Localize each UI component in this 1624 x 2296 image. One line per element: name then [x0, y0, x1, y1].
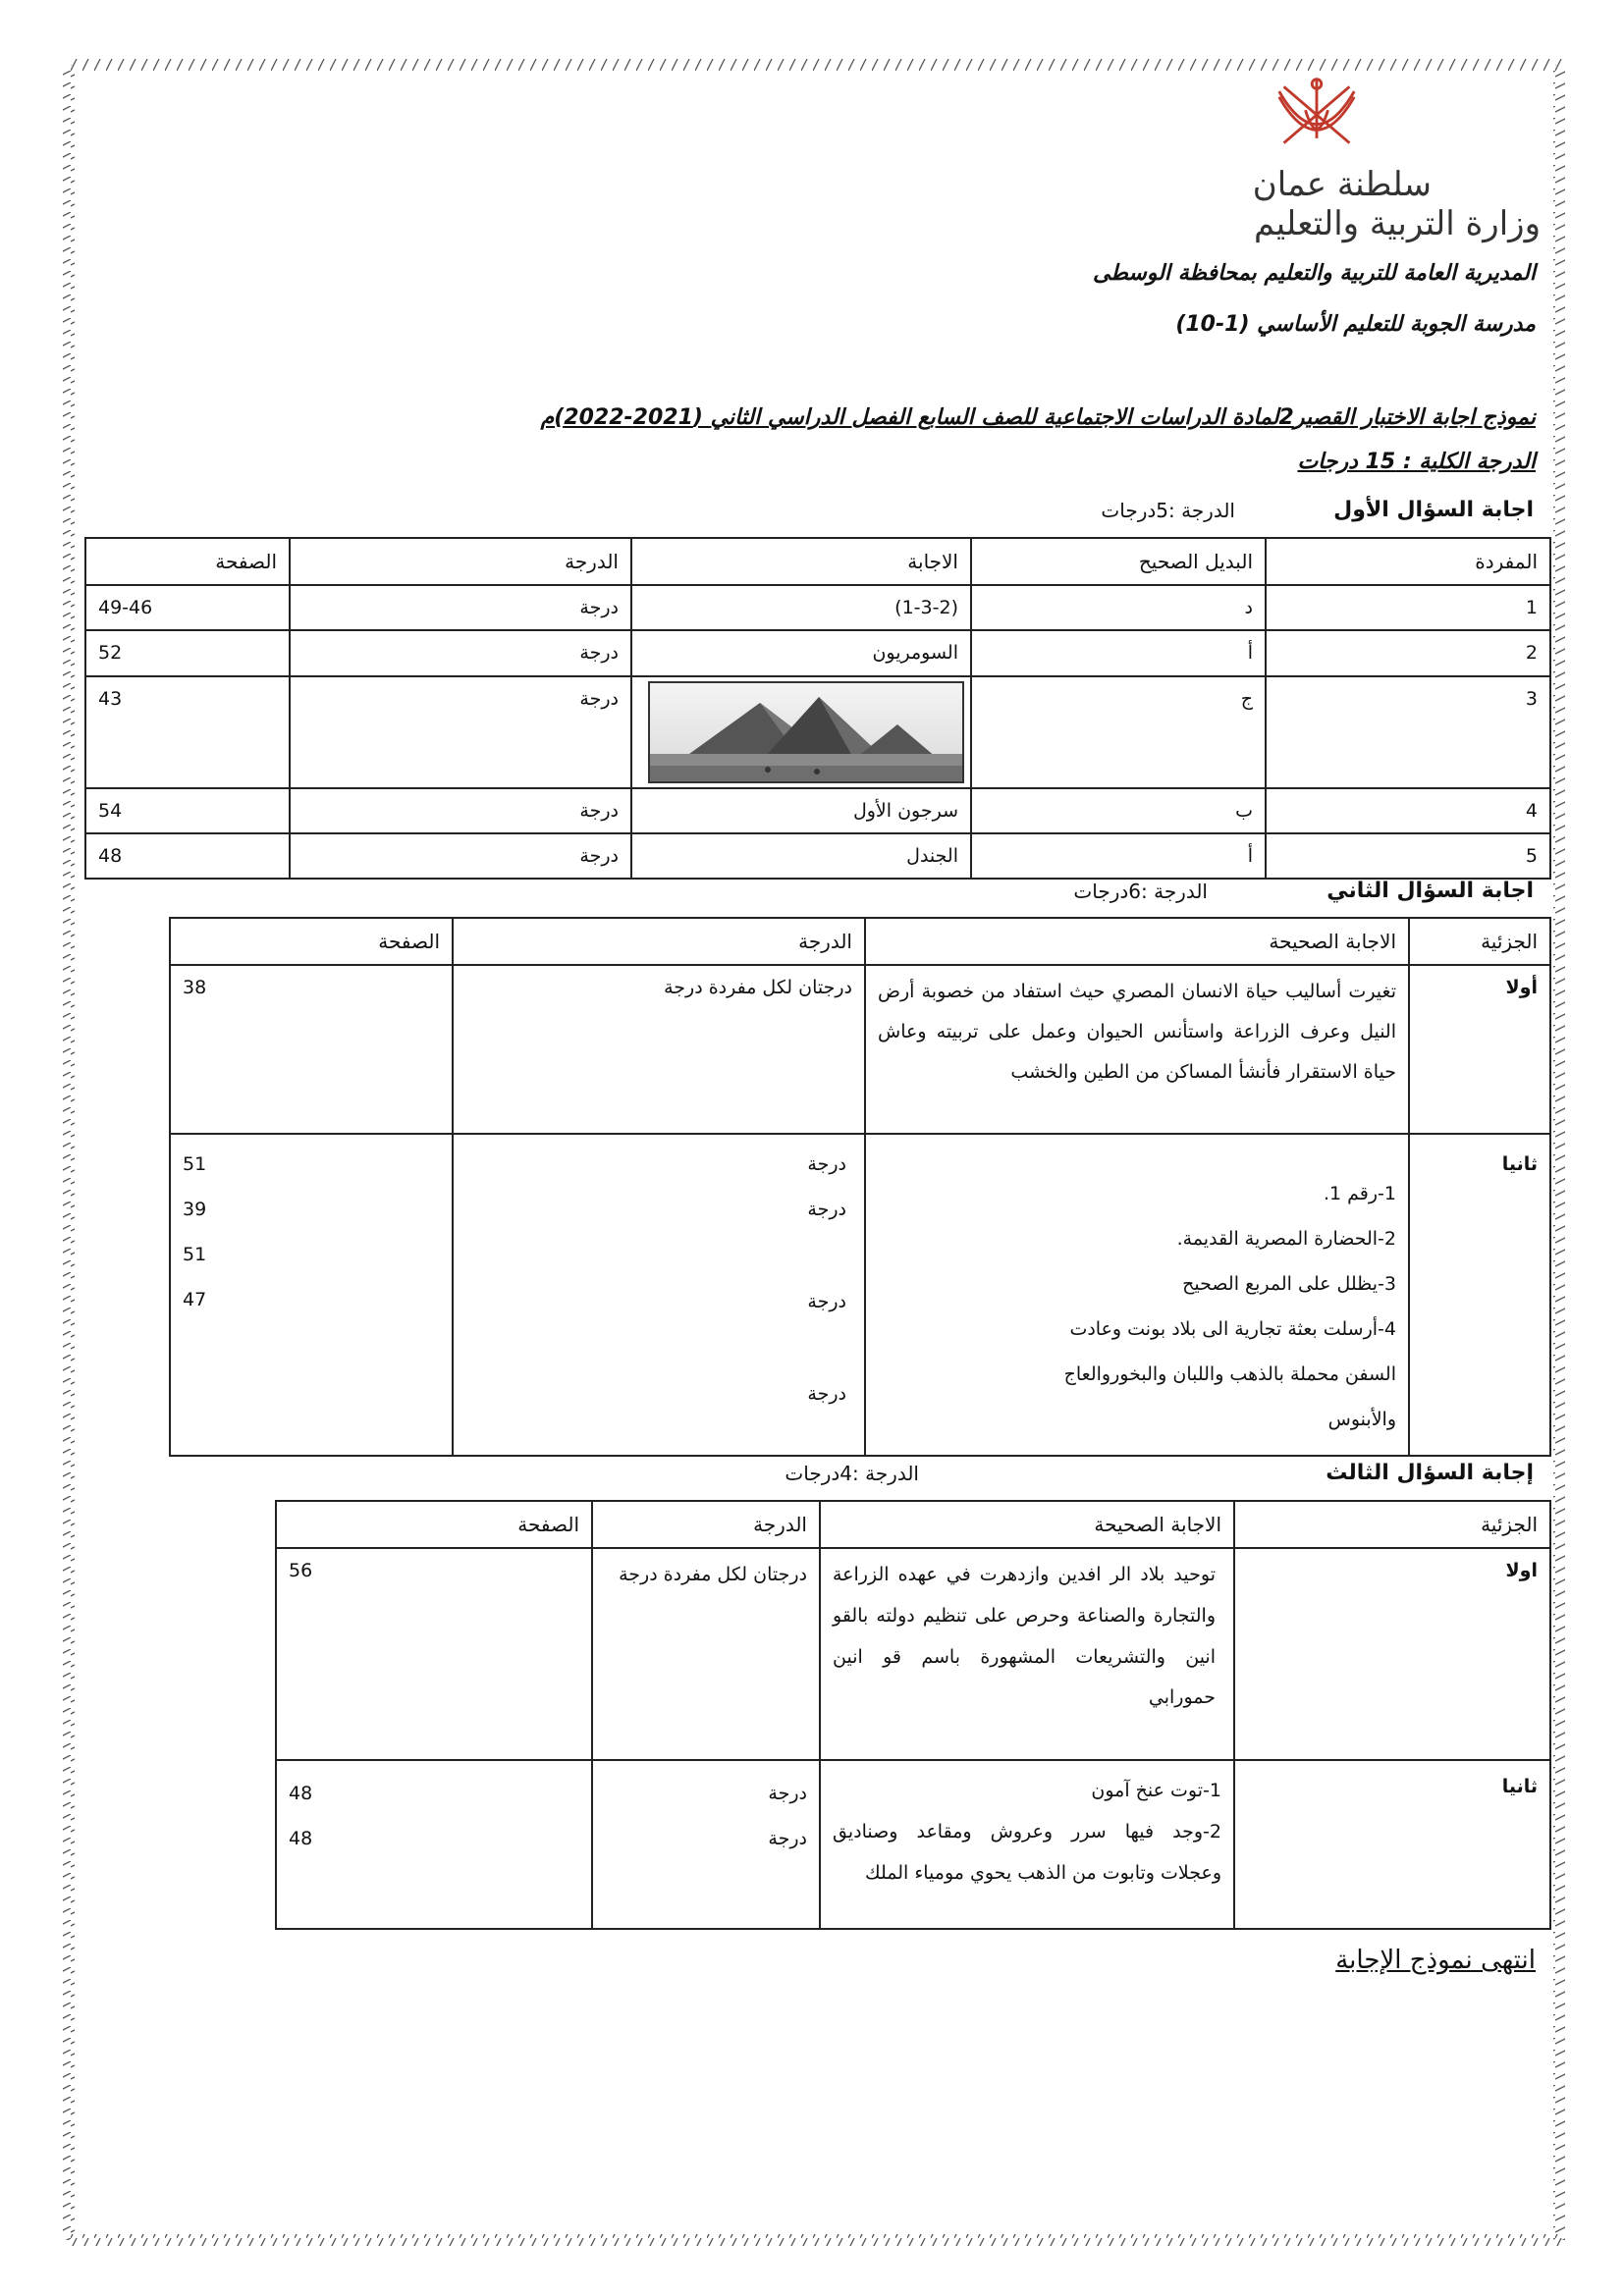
- q3-grade-cell: درجتان لكل مفردة درجة: [592, 1548, 820, 1760]
- q1-item: 3: [1266, 676, 1550, 788]
- q3-col-part: الجزئية: [1234, 1501, 1550, 1548]
- q2-grade-item: درجة: [807, 1291, 846, 1312]
- q3-part: ثانيا: [1234, 1760, 1550, 1929]
- q2-col-part: الجزئية: [1409, 918, 1550, 965]
- q1-col-grade: الدرجة: [290, 538, 631, 585]
- pyramids-image: [648, 681, 964, 783]
- table-row: [85, 676, 1550, 788]
- q1-table: [84, 537, 1551, 880]
- q2-col-answer: الاجابة الصحيحة: [865, 918, 1409, 965]
- q2-grade-list: [453, 1134, 865, 1456]
- q2-grade-item: درجة: [807, 1383, 846, 1405]
- directorate-name: المديرية العامة للتربية والتعليم بمحافظة الوسطى: [1093, 261, 1536, 286]
- q1-answer: (1-3-2): [631, 585, 971, 630]
- table-row: [85, 585, 1550, 630]
- q3-grade-item: درجة: [768, 1783, 807, 1804]
- q1-col-item: المفردة: [1266, 538, 1550, 585]
- q1-page: 48: [85, 833, 290, 879]
- q2-page-item: 51: [183, 1244, 207, 1265]
- q2-heading: اجابة السؤال الثاني: [1326, 879, 1534, 903]
- school-name: مدرسة الجوبة للتعليم الأساسي (1-10): [1175, 312, 1536, 337]
- q1-choice: أ: [971, 833, 1266, 879]
- list-item: 2-الحضارة المصرية القديمة.: [1176, 1228, 1396, 1250]
- q3-col-answer: الاجابة الصحيحة: [820, 1501, 1234, 1548]
- q1-heading: اجابة السؤال الأول: [1333, 498, 1534, 522]
- q3-col-page: الصفحة: [276, 1501, 592, 1548]
- q1-col-page: الصفحة: [85, 538, 290, 585]
- q3-header-row: [276, 1501, 1550, 1548]
- q1-grade-cell: درجة: [290, 833, 631, 879]
- q3-grade-list: [592, 1760, 820, 1929]
- q2-part: أولا: [1409, 965, 1550, 1134]
- q1-grade-cell: درجة: [290, 585, 631, 630]
- q1-choice: د: [971, 585, 1266, 630]
- q3-grade-item: درجة: [768, 1828, 807, 1849]
- table-row: [85, 833, 1550, 879]
- table-row: [276, 1548, 1550, 1760]
- q3-grade: الدرجة :4درجات: [785, 1462, 919, 1485]
- q3-table: [275, 1500, 1551, 1930]
- q1-answer: الجندل: [631, 833, 971, 879]
- document-title: نموذج اجابة الاختبار القصير2لمادة الدراسات الاجتماعية للصف السابع الفصل الدراسي الثاني (2021-2022)م: [540, 405, 1536, 430]
- list-item: 4-أرسلت بعثة تجارية الى بلاد بونت وعادت: [1069, 1318, 1396, 1340]
- q2-answer-list: [865, 1134, 1409, 1456]
- table-row: [85, 630, 1550, 675]
- q1-col-answer: الاجابة: [631, 538, 971, 585]
- q2-grade-item: درجة: [807, 1153, 846, 1175]
- q2-page-item: 39: [183, 1199, 207, 1220]
- table-row: [170, 965, 1550, 1134]
- oman-emblem-icon: [1269, 73, 1365, 157]
- list-item: 1-رقم 1.: [1323, 1183, 1396, 1204]
- q2-grade-cell: درجتان لكل مفردة درجة: [453, 965, 865, 1134]
- q2-part: ثانيا: [1409, 1134, 1550, 1456]
- list-item: 3-يظلل على المربع الصحيح: [1182, 1273, 1396, 1295]
- q1-page: 52: [85, 630, 290, 675]
- list-item: 2-وجد فيها سرر وعروش ومقاعد وصناديق وعجلات وتابوت من الذهب يحوي مومياء الملك: [833, 1820, 1221, 1884]
- q3-answer-text: توحيد بلاد الر افدين وازدهرت في عهده الزراعة والتجارة والصناعة وحرص على تنظيم دولته بالقو انين والتشريعات المشهورة باسم قو انين حمورابي: [820, 1548, 1234, 1760]
- table-row: [276, 1760, 1550, 1929]
- q1-page: 54: [85, 788, 290, 833]
- q2-page-item: 47: [183, 1289, 207, 1310]
- q3-part: اولا: [1234, 1548, 1550, 1760]
- q2-page-item: 51: [183, 1153, 207, 1175]
- q2-grade: الدرجة :6درجات: [1073, 880, 1208, 903]
- q3-page-item: 48: [289, 1828, 313, 1849]
- q3-page: 56: [276, 1548, 592, 1760]
- q1-item: 1: [1266, 585, 1550, 630]
- q1-page: 49-46: [85, 585, 290, 630]
- q2-grade-item: درجة: [807, 1199, 846, 1220]
- ministry-country: سلطنة عمان: [1252, 165, 1432, 204]
- total-grade: الدرجة الكلية : 15 درجات: [1297, 450, 1536, 474]
- q1-choice: ج: [971, 676, 1266, 788]
- q2-col-page: الصفحة: [170, 918, 453, 965]
- q3-page-list: [276, 1760, 592, 1929]
- q2-page-list: [170, 1134, 453, 1456]
- q3-answer-list: [820, 1760, 1234, 1929]
- q1-grade-cell: درجة: [290, 788, 631, 833]
- q2-col-grade: الدرجة: [453, 918, 865, 965]
- table-row: [85, 788, 1550, 833]
- q3-heading: إجابة السؤال الثالث: [1326, 1461, 1534, 1485]
- q1-answer: سرجون الأول: [631, 788, 971, 833]
- q1-answer-image: [631, 676, 971, 788]
- q1-grade-cell: درجة: [290, 676, 631, 788]
- q1-grade: الدرجة :5درجات: [1101, 499, 1235, 522]
- list-item: والأبنوس: [1327, 1409, 1396, 1430]
- q2-header-row: [170, 918, 1550, 965]
- q3-page-item: 48: [289, 1783, 313, 1804]
- q1-choice: ب: [971, 788, 1266, 833]
- q1-item: 2: [1266, 630, 1550, 675]
- q1-col-choice: البديل الصحيح: [971, 538, 1266, 585]
- q1-answer: السومريون: [631, 630, 971, 675]
- list-item: 1-توت عنخ آمون: [1091, 1780, 1221, 1801]
- q1-header-row: [85, 538, 1550, 585]
- q1-item: 5: [1266, 833, 1550, 879]
- q1-page: 43: [85, 676, 290, 788]
- table-row: [170, 1134, 1550, 1456]
- end-of-answer-key: انتهى نموذج الإجابة: [1335, 1946, 1536, 1975]
- q1-grade-cell: درجة: [290, 630, 631, 675]
- q1-choice: أ: [971, 630, 1266, 675]
- q3-col-grade: الدرجة: [592, 1501, 820, 1548]
- ministry-name: وزارة التربية والتعليم: [1254, 204, 1541, 243]
- list-item: السفن محملة بالذهب واللبان والبخوروالعاج: [1063, 1363, 1396, 1385]
- q2-answer-text: تغيرت أساليب حياة الانسان المصري حيث استفاد من خصوبة أرض النيل وعرف الزراعة واستأنس الحيوان وعمل على تربيته وعاش حياة الاستقرار فأنشأ المساكن من الطين والخشب: [865, 965, 1409, 1134]
- q2-table: [169, 917, 1551, 1457]
- q1-item: 4: [1266, 788, 1550, 833]
- q2-page: 38: [170, 965, 453, 1134]
